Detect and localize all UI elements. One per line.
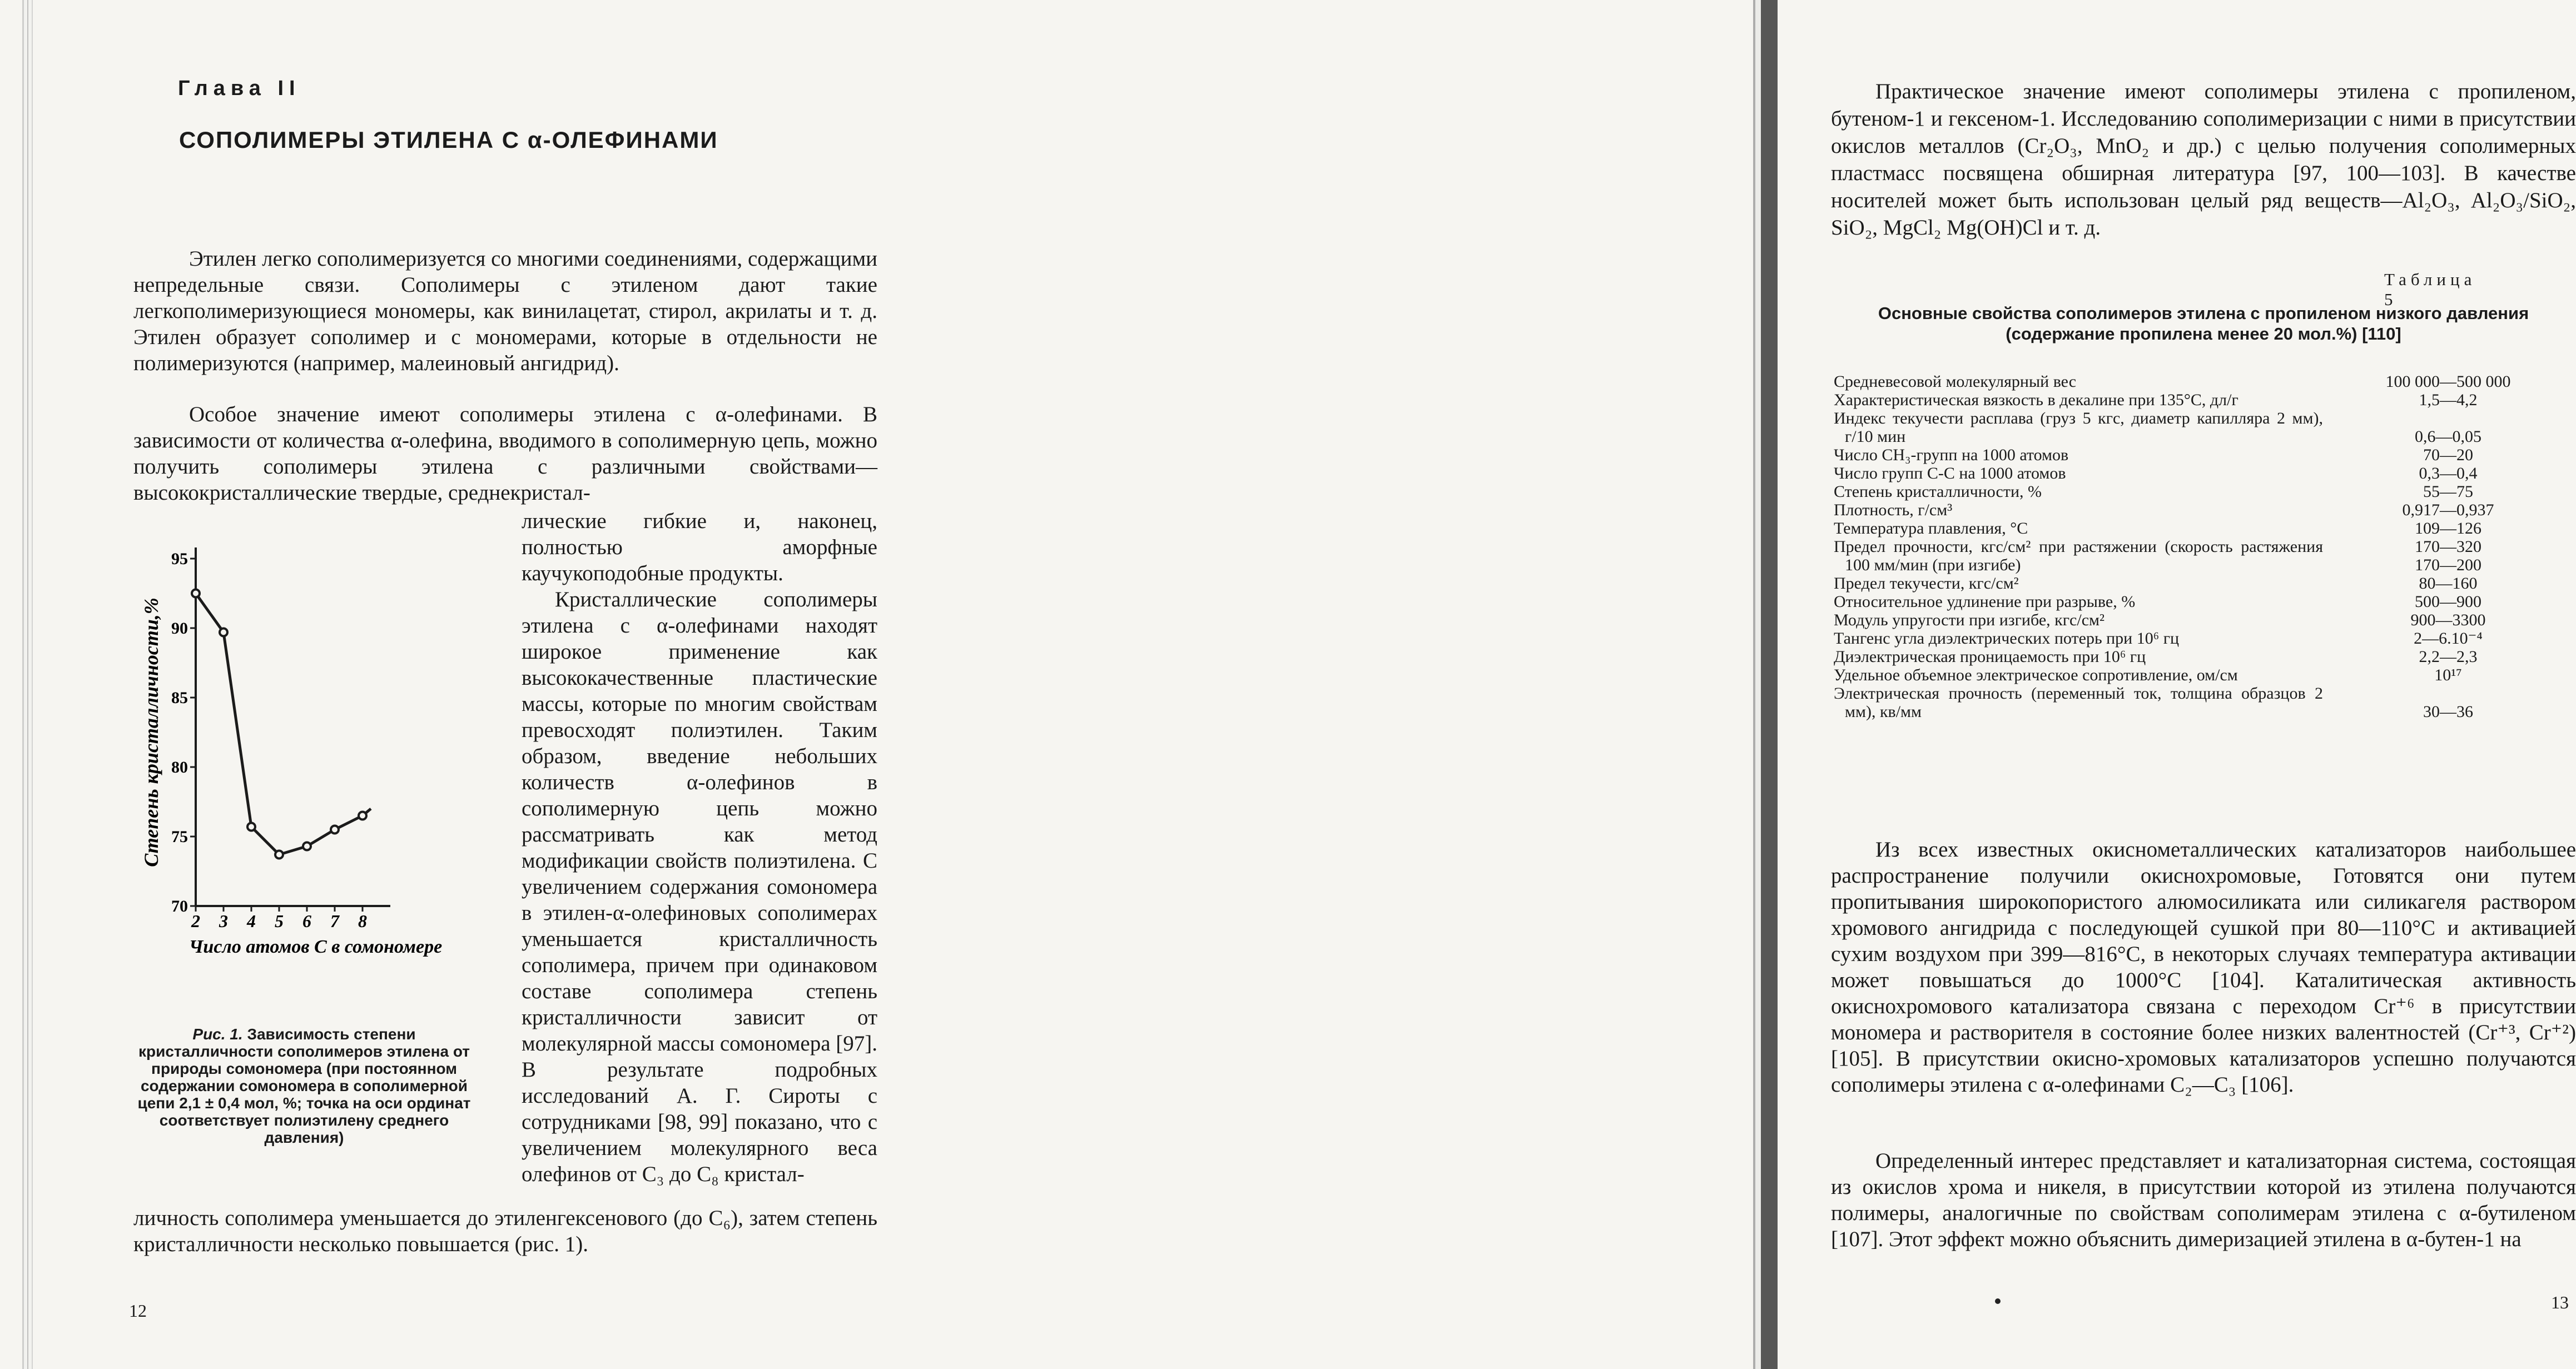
- table-cell-value: 500—900: [2415, 593, 2481, 611]
- y-axis-title: Степень кристалличности,%: [140, 598, 162, 867]
- table-cell-value: 170—320 170—200: [2415, 537, 2481, 574]
- table-cell-value: 70—20: [2423, 446, 2473, 464]
- figure-caption: [129, 1025, 479, 1146]
- x-tick-label: 6: [302, 911, 311, 931]
- table-cell-property: Число СН₃-групп на 1000 атомов: [1834, 446, 2069, 464]
- right-page: [889, 0, 2576, 1369]
- figure-caption-text: Зависимость степени кристалличности сополимеров этилена от природы сомономера (при постоянном содержании сомономера в сополимерной цепи 2,1 ± 0,4 мол, %; точка на оси ординат соответствует полиэтилену среднего давления): [137, 1025, 471, 1146]
- paragraph-tail: личность сополимера уменьшается до этиленгексенового (до С₆), затем степень кристалличности несколько повышается (рис. 1).: [133, 1206, 877, 1256]
- paragraph-1: Этилен легко сополимеризуется со многими соединениями, содержащими непредельные связи. Сополимеры с этиленом дают такие легкополимеризующиеся мономеры, как винилацетат, стирол, акрилаты и т. д. Этилен образует сополимер и с мономерами, которые в отдельности не полимеризуются (например, малеиновый ангидрид).: [133, 247, 877, 375]
- table-cell-property: Предел текучести, кгс/см²: [1834, 574, 2019, 593]
- table-row: [1834, 372, 2573, 391]
- table-cell-property: Индекс текучести расплава (груз 5 кгс, диаметр капилляра 2 мм), г/10 мин: [1834, 409, 2323, 446]
- table-cell-value: 0,6—0,05: [2415, 427, 2481, 446]
- y-tick-label: 75: [171, 828, 188, 846]
- data-point: [359, 812, 366, 820]
- table-row: [1834, 684, 2573, 721]
- page-edge-right: [1745, 0, 1778, 1369]
- y-tick-label: 70: [171, 897, 188, 915]
- table-cell-property: Удельное объемное электрическое сопротивление, ом/см: [1834, 666, 2238, 684]
- table-row: [1834, 464, 2573, 482]
- table-row: [1834, 482, 2573, 501]
- table-row: [1834, 666, 2573, 684]
- table-row: [1834, 593, 2573, 611]
- page-number-left: 12: [129, 1301, 147, 1321]
- table-row: [1834, 501, 2573, 519]
- figure-caption-label: Рис. 1.: [192, 1025, 243, 1043]
- table-cell-property: Температура плавления, °С: [1834, 519, 2028, 537]
- table-row: [1834, 446, 2573, 464]
- table-cell-value: 2—6.10⁻⁴: [2414, 629, 2483, 648]
- properties-table: [1834, 372, 2573, 721]
- table-cell-property: Модуль упругости при изгибе, кгс/см²: [1834, 611, 2105, 629]
- table-title: Основные свойства сополимеров этилена с пропиленом низкого давления (содержание пропилена менее 20 мол.%) [110]: [1878, 303, 2529, 344]
- table-row: [1834, 574, 2573, 593]
- table-row: [1834, 629, 2573, 648]
- right-paragraph-2: Из всех известных окиснометаллических катализаторов наибольшее распространение получили окиснохромовые, Готовятся они путем пропитывания широкопористого алюмосиликата или силикагеля раствором хромового ангидрида с последующей сушкой при 80—110°С и активацией сухим воздухом при 399—816°С, в некоторых случаях температура активации может повышаться до 1000°С [104]. Каталитическая активность окиснохромового катализатора связана с переходом Cr⁺⁶ в присутствии мономера и растворителя в состояние более низких валентностей (Cr⁺³, Cr⁺²) [105]. В присутствии окисно-хромовых катализаторов успешно получаются сополимеры этилена с α-олефинами С₂—С₃ [106].: [1831, 838, 2576, 1097]
- x-tick-label: 4: [247, 911, 256, 931]
- page-edge-left: [22, 0, 38, 1369]
- table-cell-value: 10¹⁷: [2434, 666, 2462, 684]
- chapter-heading: Глава II: [178, 77, 301, 100]
- y-tick-label: 85: [171, 689, 188, 707]
- data-point: [275, 851, 283, 859]
- table-row: [1834, 648, 2573, 666]
- table-cell-value: 0,917—0,937: [2402, 501, 2494, 519]
- data-point: [303, 843, 311, 850]
- table-cell-value: 30—36: [2423, 703, 2473, 721]
- x-tick-label: 7: [330, 911, 339, 931]
- table-cell-value: 2,2—2,3: [2419, 648, 2478, 666]
- x-tick-label: 8: [358, 911, 367, 931]
- table-row: [1834, 537, 2573, 574]
- table-cell-property: Предел прочности, кгс/см² при растяжении (скорость растяжения 100 мм/мин (при изгибе): [1834, 537, 2323, 574]
- right-paragraph-1: Практическое значение имеют сополимеры этилена с пропиленом, бутеном-1 и гексеном-1. Исследованию сополимеризации с ними в присутствии окислов металлов (Cr₂O₃, MnO₂ и др.) с целью получения сополимерных пластмасс посвящена обширная литература [97, 100—103]. В качестве носителей может быть использован целый ряд веществ—Al₂O₃, Al₂O₃/SiO₂, SiO₂, MgCl₂ Mg(OH)Cl и т. д.: [1831, 79, 2576, 240]
- x-tick-label: 3: [219, 911, 228, 931]
- table-row: [1834, 391, 2573, 409]
- data-point: [247, 823, 255, 831]
- data-point: [331, 826, 339, 834]
- table-cell-property: Относительное удлинение при разрыве, %: [1834, 593, 2136, 611]
- table-row: [1834, 409, 2573, 446]
- table-cell-property: Диэлектрическая проницаемость при 10⁶ гц: [1834, 648, 2146, 666]
- table-cell-property: Электрическая прочность (переменный ток, толщина образцов 2 мм), кв/мм: [1834, 684, 2323, 721]
- table-cell-value: 80—160: [2419, 574, 2478, 593]
- table-cell-property: Степень кристалличности, %: [1834, 482, 2042, 501]
- table-row: [1834, 519, 2573, 537]
- left-page: [0, 0, 889, 1369]
- y-tick-label: 95: [171, 550, 188, 568]
- y-tick-label: 90: [171, 619, 188, 638]
- table-label: Таблица 5: [2384, 270, 2476, 309]
- data-point: [192, 590, 200, 598]
- table-cell-value: 100 000—500 000: [2385, 372, 2511, 391]
- x-axis-title: Число атомов С в сомономере: [189, 937, 443, 957]
- table-cell-property: Тангенс угла диэлектрических потерь при 10⁶ гц: [1834, 629, 2180, 648]
- table-cell-value: 109—126: [2415, 519, 2481, 537]
- table-cell-value: 900—3300: [2410, 611, 2486, 629]
- table-cell-property: Характеристическая вязкость в декалине при 135°С, дл/г: [1834, 391, 2239, 409]
- table-cell-value: 0,3—0,4: [2419, 464, 2478, 482]
- page-number-right: 13: [2551, 1292, 2569, 1312]
- table-cell-property: Число групп С-С на 1000 атомов: [1834, 464, 2066, 482]
- paragraph-2: Особое значение имеют сополимеры этилена с α-олефинами. В зависимости от количества α-олефина, вводимого в сополимерную цепь, можно получить сополимеры этилена с различными свойствами—высококристаллические твердые, среднекристал-: [133, 402, 877, 505]
- table-cell-property: Средневесовой молекулярный вес: [1834, 372, 2077, 391]
- data-point: [220, 629, 227, 636]
- page-dot: [1995, 1298, 2001, 1304]
- y-tick-label: 80: [171, 758, 188, 776]
- side-text-2: Кристаллические сополимеры этилена с α-олефинами находят широкое применение как высококачественные пластические массы, которые по многим свойствам превосходят полиэтилен. Таким образом, введение небольших количеств α-олефинов в сополимерную цепь можно рассматривать как метод модификации свойств полиэтилена. С увеличением содержания сомономера в этилен-α-олефиновых сополимерах уменьшается кристалличность сополимера, причем при одинаковом составе сополимера степень кристалличности зависит от молекулярной массы сомономера [97]. В результате подробных исследований А. Г. Сироты с сотрудниками [98, 99] показано, что с увеличением молекулярного веса олефинов от С₃ до С₈ кристал-: [522, 588, 877, 1186]
- side-text-1: лические гибкие и, наконец, полностью аморфные каучукоподобные продукты.: [522, 509, 877, 585]
- table-cell-value: 55—75: [2423, 482, 2473, 501]
- x-tick-label: 5: [275, 911, 284, 931]
- table-row: [1834, 611, 2573, 629]
- x-tick-label: 2: [191, 911, 200, 931]
- side-column-text: [522, 508, 877, 1187]
- right-paragraph-3: Определенный интерес представляет и катализаторная система, состоящая из окислов хрома и никеля, в присутствии которой из этилена получаются полимеры, аналогичные по свойствам сополимерам этилена с α-бутиленом [107]. Этот эффект можно объяснить димеризацией этилена в α-бутен-1 на: [1831, 1149, 2576, 1251]
- table-cell-value: 1,5—4,2: [2419, 391, 2478, 409]
- chapter-title: СОПОЛИМЕРЫ ЭТИЛЕНА С α-ОЛЕФИНАМИ: [179, 127, 718, 153]
- crystallinity-chart: [129, 522, 502, 1000]
- table-cell-property: Плотность, г/см³: [1834, 501, 1953, 519]
